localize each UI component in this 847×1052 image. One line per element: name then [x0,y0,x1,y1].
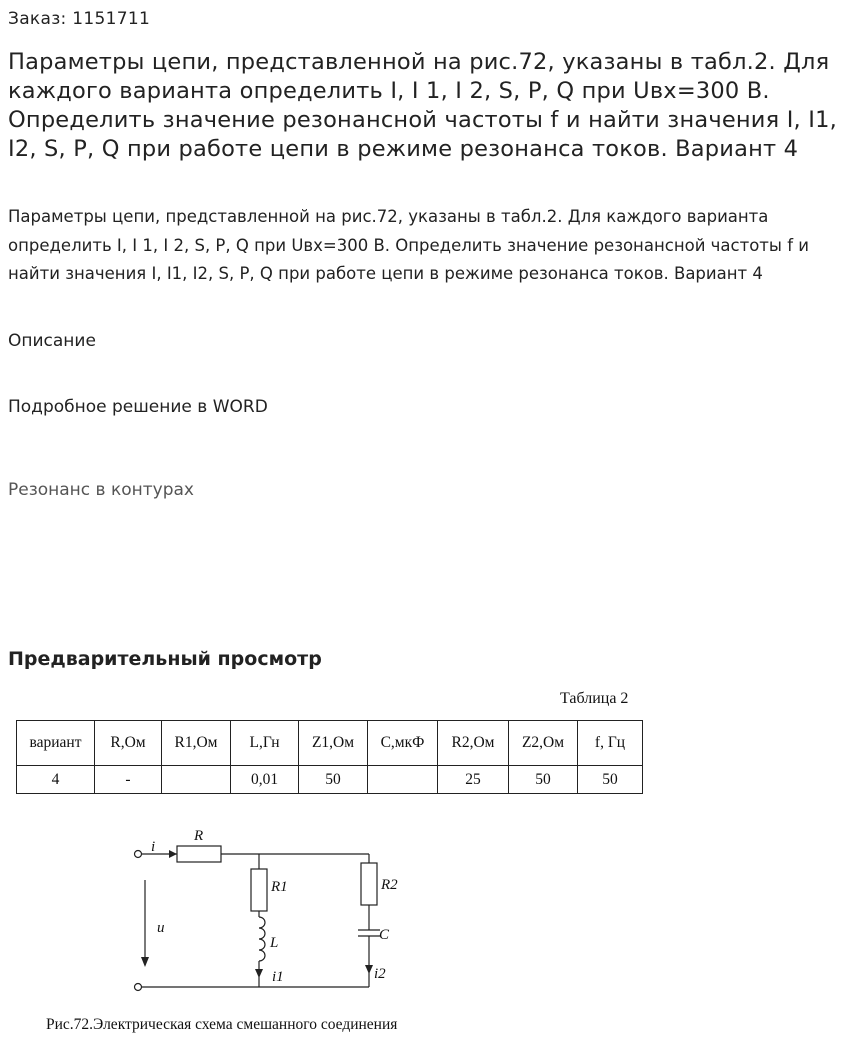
input-terminal-bottom [135,984,142,991]
preview-image [0,685,847,1052]
voltage-arrowhead [141,957,149,967]
label-i: i [151,839,156,855]
label-r2: R2 [381,877,398,893]
header-cell-r2: R2,Ом [438,721,509,766]
cell-z1: 50 [299,766,368,794]
topic-link[interactable]: Резонанс в контурах [8,480,194,500]
label-u: u [157,920,165,936]
order-number: Заказ: 1151711 [8,9,151,29]
resistor-r1 [251,869,267,911]
label-i1: i1 [272,969,284,985]
circuit-diagram [0,685,847,1052]
header-cell-r: R,Ом [95,721,162,766]
current-arrow-i2 [365,965,373,974]
inductor-l [259,917,265,961]
cell-r2: 25 [438,766,509,794]
header-cell-f: f, Гц [578,721,643,766]
page-title: Параметры цепи, представленной на рис.72, указаны в табл.2. Для каждого варианта определить I, I 1, I 2, S, P, Q при Uвх=300 В. Определить значение резонансной частоты f и найти значения I, I1, I2, S, P, Q при работе цепи в режиме резонанса токов. Вариант 4 [8,49,837,162]
preview-heading: Предварительный просмотр [8,648,322,670]
cell-r: - [95,766,162,794]
figure-caption: Рис.72.Электрическая схема смешанного соединения [46,1016,398,1033]
current-arrow-i1 [255,969,263,978]
header-cell-r1: R1,Ом [162,721,231,766]
cell-z2: 50 [509,766,578,794]
header-cell-z2: Z2,Ом [509,721,578,766]
header-cell-l: L,Гн [231,721,299,766]
input-terminal-top [135,851,142,858]
resistor-r [177,846,221,862]
label-r: R [194,828,204,844]
table-caption: Таблица 2 [560,690,629,707]
task-description: Параметры цепи, представленной на рис.72, указаны в табл.2. Для каждого варианта определить I, I 1, I 2, S, P, Q при Uвх=300 В. Определить значение резонансной частоты f и найти значения I, I1, I2, S, P, Q при работе цепи в режиме резонанса токов. Вариант 4 [8,207,809,283]
label-r1: R1 [271,879,288,895]
header-cell-variant: вариант [17,721,95,766]
header-cell-z1: Z1,Ом [299,721,368,766]
cell-f: 50 [578,766,643,794]
current-arrow-i [169,850,177,858]
resistor-r2 [361,863,377,905]
header-cell-c: C,мкФ [368,721,438,766]
label-l: L [270,935,279,951]
label-i2: i2 [374,966,386,982]
solution-note: Подробное решение в WORD [8,397,268,417]
label-c: C [379,927,390,943]
cell-variant: 4 [17,766,95,794]
description-label: Описание [8,331,96,351]
cell-l: 0,01 [231,766,299,794]
